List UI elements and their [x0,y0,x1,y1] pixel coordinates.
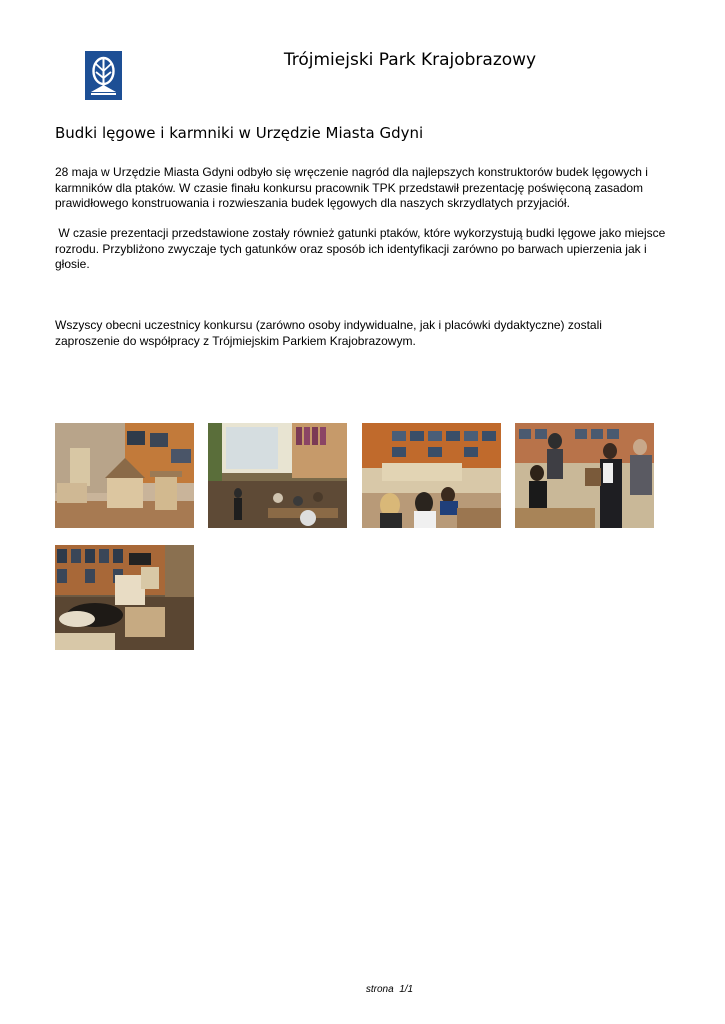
page-number: 1/1 [399,984,414,995]
page-footer [0,984,725,995]
article-paragraph: 28 maja w Urzędzie Miasta Gdyni odbyło się wręczenie nagród dla najlepszych konstruktorów budek lęgowych i karmników dla ptaków. W czasie finału konkursu pracownik TPK przedstawił prezentację poświęconą zasadom prawidłowego konstruowania i rozwieszania budek lęgowych dla naszych skrzydlatych przyjaciół. [55,165,648,210]
page-label: strona [365,984,394,995]
gallery-photo[interactable] [208,423,347,528]
gallery-photo[interactable] [55,545,194,650]
gallery-photo[interactable] [362,423,501,528]
leaf-logo-icon [85,51,122,100]
gallery-photo[interactable] [55,423,194,528]
site-title: Trójmiejski Park Krajobrazowy [283,50,537,70]
article-paragraph: W czasie prezentacji przedstawione zostały również gatunki ptaków, które wykorzystują budki lęgowe jako miejsce rozrodu. Przybliżono zwyczaje tych gatunków oraz sposób ich identyfikacji zarówno po barwach upierzenia jak i głosie. [55,226,669,271]
article-paragraph: Wszyscy obecni uczestnicy konkursu (zarówno osoby indywidualne, jak i placówki dydaktyczne) zostali zaproszenie do współpracy z Trójmiejskim Parkiem Krajobrazowym. [55,318,602,348]
gallery-photo[interactable] [515,423,654,528]
article-title: Budki lęgowe i karmniki w Urzędzie Miasta Gdyni [55,124,424,142]
